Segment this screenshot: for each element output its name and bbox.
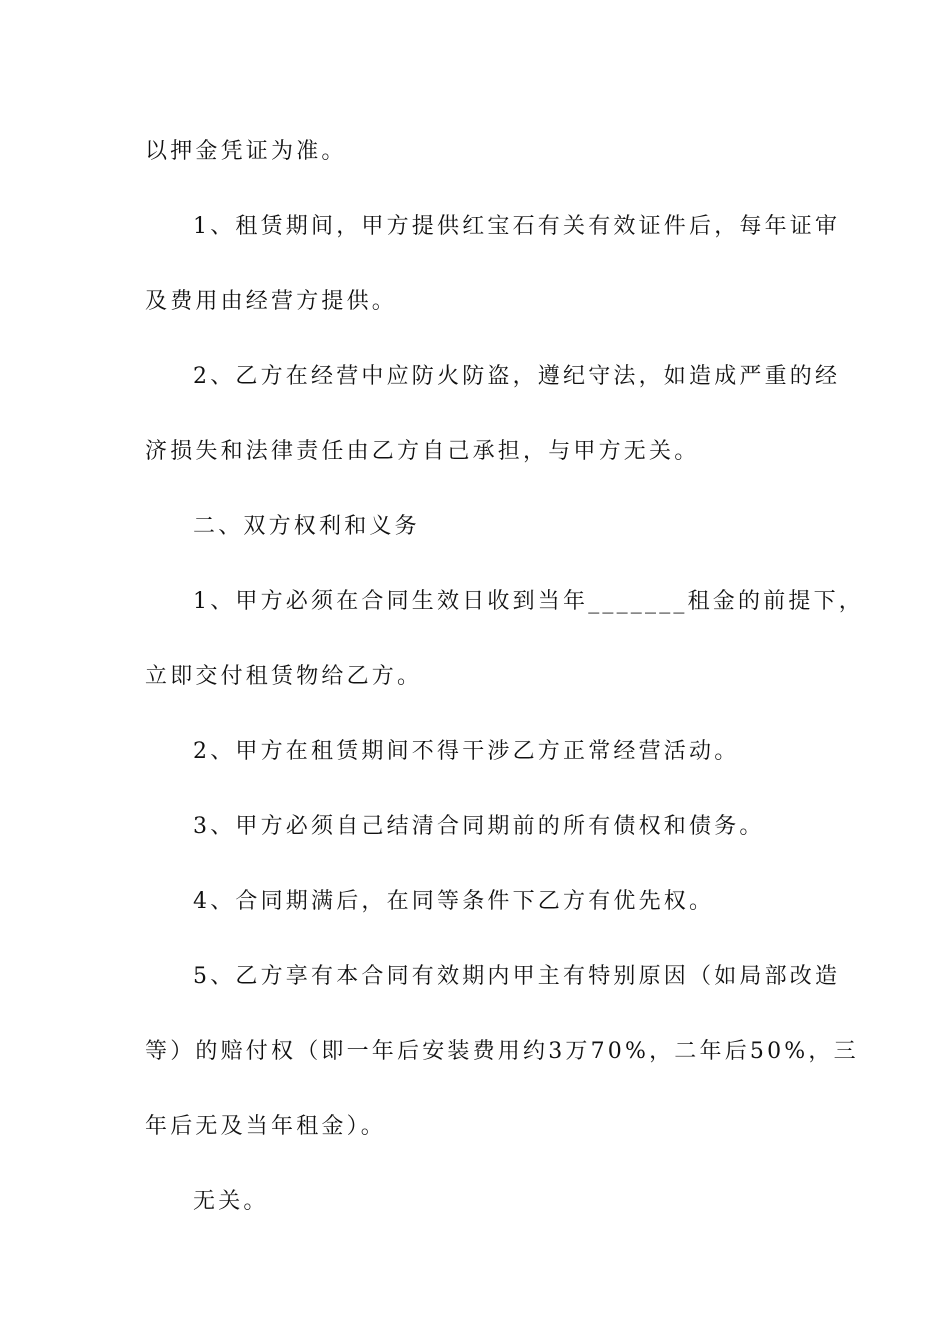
paragraph-line: 3、甲方必须自己结清合同期前的所有债权和债务。 — [193, 814, 765, 839]
paragraph-line: 年后无及当年租金）。 — [145, 1114, 387, 1139]
paragraph-line: 立即交付租赁物给乙方。 — [145, 664, 423, 689]
paragraph-line: 以押金凭证为准。 — [145, 139, 347, 164]
paragraph-line: 无关。 — [193, 1189, 269, 1214]
paragraph-line: 等）的赔付权（即一年后安装费用约3万70%，二年后50%，三 — [145, 1039, 859, 1064]
paragraph-line: 5、乙方享有本合同有效期内甲主有特别原因（如局部改造 — [193, 964, 841, 989]
paragraph-line: 4、合同期满后，在同等条件下乙方有优先权。 — [193, 889, 715, 914]
paragraph-line: 2、乙方在经营中应防火防盗，遵纪守法，如造成严重的经 — [193, 364, 841, 389]
paragraph-line: 1、甲方必须在合同生效日收到当年_______租金的前提下， — [193, 589, 864, 614]
section-heading: 二、双方权利和义务 — [193, 514, 420, 539]
paragraph-line: 济损失和法律责任由乙方自己承担，与甲方无关。 — [145, 439, 700, 464]
paragraph-line: 1、租赁期间，甲方提供红宝石有关有效证件后，每年证审 — [193, 214, 841, 239]
paragraph-line: 2、甲方在租赁期间不得干涉乙方正常经营活动。 — [193, 739, 740, 764]
paragraph-line: 及费用由经营方提供。 — [145, 289, 398, 314]
